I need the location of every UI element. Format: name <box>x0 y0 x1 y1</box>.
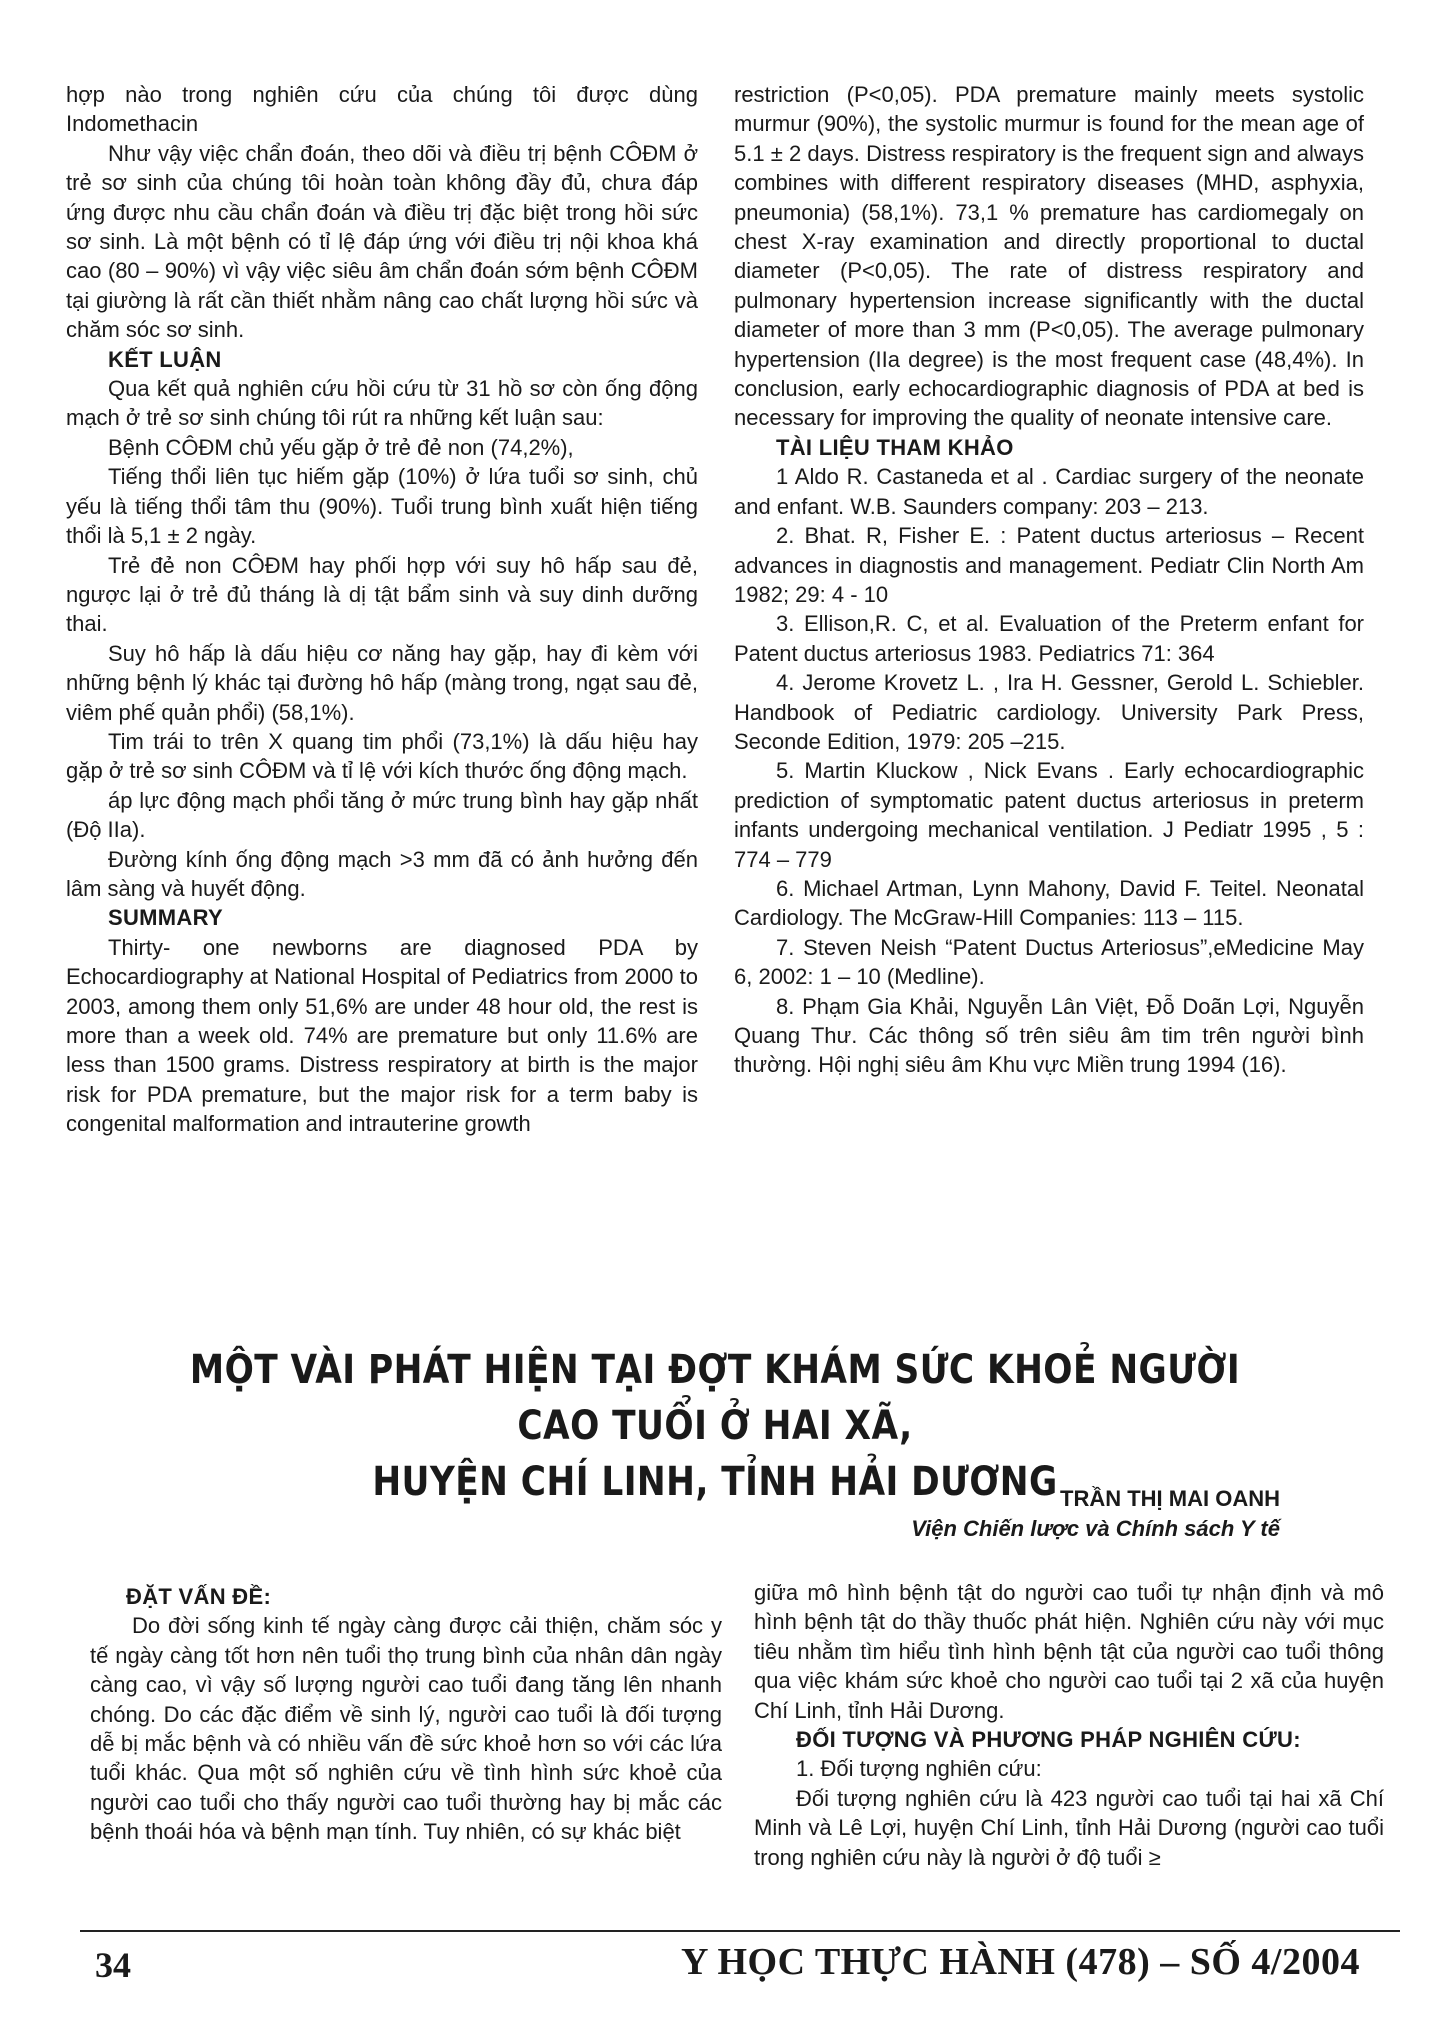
footer-rule <box>80 1930 1400 1932</box>
left-paragraph-1: hợp nào trong nghiên cứu của chúng tôi được dùng Indomethacin <box>66 82 698 137</box>
left-paragraph-2: Như vậy việc chẩn đoán, theo dõi và điều trị bệnh CÔĐM ở trẻ sơ sinh của chúng tôi hoàn toàn không đầy đủ, chưa đáp ứng được nhu cầu chẩn đoán và điều trị đặc biệt trong hồi sức sơ sinh. Là một bệnh có tỉ lệ đáp ứng với điều trị nội khoa khá cao (80 – 90%) vì vậy việc siêu âm chẩn đoán sớm bệnh CÔĐM tại giường là rất cần thiết nhằm nâng cao chất lượng hồi sức và chăm sóc sơ sinh. <box>66 140 698 343</box>
author-block <box>911 1486 1280 1542</box>
right-column-1 <box>734 80 1364 1080</box>
right-column-2 <box>754 1578 1384 1872</box>
conclusion-item-3: Trẻ đẻ non CÔĐM hay phối hợp với suy hô hấp sau đẻ, ngược lại ở trẻ đủ tháng là dị tật bẩm sinh và suy dinh dưỡng thai. <box>66 552 698 637</box>
left-column-1 <box>66 80 698 1139</box>
conclusion-item-4: Suy hô hấp là dấu hiệu cơ năng hay gặp, hay đi kèm với những bệnh lý khác tại đường hô hấp (màng trong, ngạt sau đẻ, viêm phế quản phổi) (58,1%). <box>66 640 698 725</box>
author-affiliation: Viện Chiến lược và Chính sách Y tế <box>911 1516 1280 1541</box>
conclusion-item-1: Bệnh CÔĐM chủ yếu gặp ở trẻ đẻ non (74,2%), <box>108 434 574 460</box>
reference-item: 6. Michael Artman, Lynn Mahony, David F. Teitel. Neonatal Cardiology. The McGraw-Hill Companies: 113 – 115. <box>734 875 1364 931</box>
conclusion-item-2: Tiếng thổi liên tục hiếm gặp (10%) ở lứa tuổi sơ sinh, chủ yếu là tiếng thổi tâm thu (90%). Tuổi trung bình xuất hiện tiếng thổi là 5,1 ± 2 ngày. <box>66 464 698 549</box>
reference-item: 3. Ellison,R. C, et al. Evaluation of the Preterm enfant for Patent ductus arteriosus 1983. Pediatrics 71: 364 <box>734 611 1364 666</box>
conclusion-intro: Qua kết quả nghiên cứu hồi cứu từ 31 hồ sơ còn ống động mạch ở trẻ sơ sinh chúng tôi rút ra những kết luận sau: <box>66 376 698 431</box>
subjects-text: Đối tượng nghiên cứu là 423 người cao tuổi tại hai xã Chí Minh và Lê Lợi, huyện Chí Linh, tỉnh Hải Dương (người cao tuổi trong nghiên cứu này là người ở độ tuổi ≥ <box>754 1785 1384 1870</box>
conclusion-item-7: Đường kính ống động mạch >3 mm đã có ảnh hưởng đến lâm sàng và huyết động. <box>66 846 698 901</box>
references-heading: TÀI LIỆU THAM KHẢO <box>776 434 1014 460</box>
reference-item: 7. Steven Neish “Patent Ductus Arteriosus”,eMedicine May 6, 2002: 1 – 10 (Medline). <box>734 934 1364 990</box>
left-column-2 <box>90 1582 722 1847</box>
intro-continued: giữa mô hình bệnh tật do người cao tuổi tự nhận định và mô hình bệnh tật do thầy thuốc phát hiện. Nghiên cứu này với mục tiêu nhằm tìm hiểu tình hình bệnh tật của người cao tuổi thông qua việc khám sức khoẻ cho người cao tuổi tại 2 xã của huyện Chí Linh, tỉnh Hải Dương. <box>754 1580 1384 1723</box>
article-title-line-2: HUYỆN CHÍ LINH, TỈNH HẢI DƯƠNG <box>372 1459 1058 1505</box>
reference-item: 2. Bhat. R, Fisher E. : Patent ductus arteriosus – Recent advances in diagnostis and management. Pediatr Clin North Am 1982; 29: 4 - 10 <box>734 523 1364 607</box>
reference-item: 4. Jerome Krovetz L. , Ira H. Gessner, Gerold L. Schiebler. Handbook of Pediatric cardiology. University Park Press, Seconde Edition, 1979: 205 –215. <box>734 670 1364 754</box>
author-name: TRẦN THỊ MAI OANH <box>1060 1486 1280 1511</box>
article-title <box>160 1342 1269 1510</box>
article-title-line-1: MỘT VÀI PHÁT HIỆN TẠI ĐỢT KHÁM SỨC KHOẺ NGƯỜI CAO TUỔI Ở HAI XÃ, <box>189 1347 1241 1449</box>
page-number: 34 <box>95 1945 131 1985</box>
reference-item: 5. Martin Kluckow , Nick Evans . Early echocardiographic prediction of symptomatic patent ductus arteriosus in preterm infants undergoing mechanical ventilation. J Pediatr 1995 , 5 : 774 – 779 <box>734 758 1364 872</box>
summary-text: Thirty- one newborns are diagnosed PDA by Echocardiography at National Hospital of Pediatrics from 2000 to 2003, among them only 51,6% are under 48 hour old, the rest is more than a week old. 74% are premature but only 11.6% are less than 1500 grams. Distress respiratory at birth is the major risk for PDA premature, but the major risk for a term baby is congenital malformation and intrauterine growth <box>66 934 698 1137</box>
intro-heading: ĐẶT VẤN ĐỀ: <box>126 1584 272 1609</box>
reference-item: 8. Phạm Gia Khải, Nguyễn Lân Việt, Đỗ Doãn Lợi, Nguyễn Quang Thư. Các thông số trên siêu âm tim trên người bình thường. Hội nghị siêu âm Khu vực Miền trung 1994 (16). <box>734 993 1364 1078</box>
reference-item: 1 Aldo R. Castaneda et al . Cardiac surgery of the neonate and enfant. W.B. Saunders company: 203 – 213. <box>734 464 1364 519</box>
summary-heading: SUMMARY <box>108 905 223 931</box>
journal-name: Y HỌC THỰC HÀNH (478) – SỐ 4/2004 <box>680 1941 1360 1983</box>
conclusion-item-6: áp lực động mạch phổi tăng ở mức trung bình hay gặp nhất (Độ IIa). <box>66 787 698 843</box>
conclusion-heading: KẾT LUẬN <box>108 346 222 372</box>
intro-text: Do đời sống kinh tế ngày càng được cải thiện, chăm sóc y tế ngày càng tốt hơn nên tuổi thọ trung bình của nhân dân ngày càng cao, vì vậy số lượng người cao tuổi đang tăng lên nhanh chóng. Do các đặc điểm về sinh lý, người cao tuổi là đối tượng dễ bị mắc bệnh và có nhiều vấn đề sức khoẻ hơn so với các lứa tuổi khác. Qua một số nghiên cứu về tình hình sức khoẻ của người cao tuổi cho thấy người cao tuổi thường hay bị mắc các bệnh thoái hóa và bệnh mạn tính. Tuy nhiên, có sự khác biệt <box>90 1613 722 1845</box>
conclusion-item-5: Tim trái to trên X quang tim phổi (73,1%) là dấu hiệu hay gặp ở trẻ sơ sinh CÔĐM và tỉ lệ với kích thước ống động mạch. <box>66 728 698 784</box>
subjects-subheading: 1. Đối tượng nghiên cứu: <box>796 1756 1042 1782</box>
summary-continued: restriction (P<0,05). PDA premature mainly meets systolic murmur (90%), the systolic murmur is found for the mean age of 5.1 ± 2 days. Distress respiratory is the frequent sign and always combines with different respiratory diseases (MHD, asphyxia, pneumonia) (58,1%). 73,1 % premature has cardiomegaly on chest X-ray examination and directly proportional to ductal diameter (P<0,05). The rate of distress respiratory and pulmonary hypertension increase significantly with the ductal diameter of more than 3 mm (P<0,05). The average pulmonary hypertension (IIa degree) is the most frequent case (48,4%). In conclusion, early echocardiographic diagnosis of PDA at bed is necessary for improving the quality of neonate intensive care. <box>734 82 1364 431</box>
methods-heading: ĐỐI TƯỢNG VÀ PHƯƠNG PHÁP NGHIÊN CỨU: <box>796 1727 1301 1753</box>
